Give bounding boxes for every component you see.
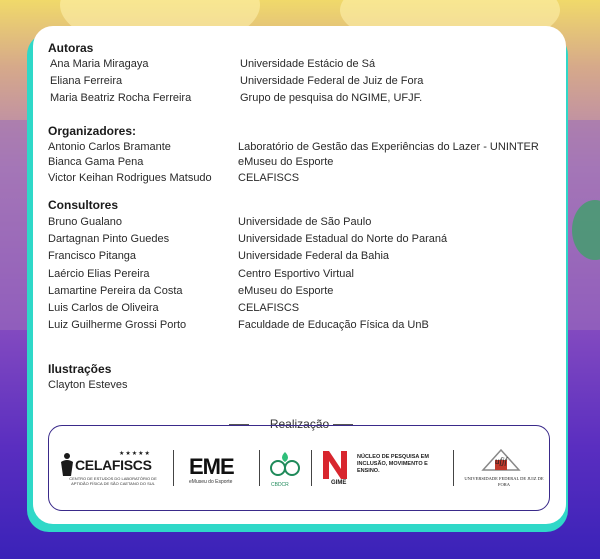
credit-affiliation: eMuseu do Esporte (238, 285, 334, 297)
credit-affiliation: Universidade Federal de Juiz de Fora (240, 75, 424, 87)
ngime-logo (321, 426, 441, 510)
section-title-consultores: Consultores (48, 198, 119, 212)
section-title-organizadores: Organizadores: (48, 124, 137, 138)
credit-name: Bruno Gualano (48, 216, 122, 228)
realizacao-label: Realização (269, 417, 330, 431)
section-title-autoras: Autoras (48, 41, 94, 55)
logo-separator (311, 450, 312, 486)
credit-affiliation: Centro Esportivo Virtual (238, 268, 354, 280)
credit-name: Antonio Carlos Bramante (48, 141, 171, 153)
eme-logo (187, 426, 247, 510)
credit-affiliation: Grupo de pesquisa do NGIME, UFJF. (240, 92, 423, 104)
celafiscs-subtitle: CENTRO DE ESTUDOS DO LABORATÓRIO DE APTIDÃO FÍSICA DE SÃO CAETANO DO SUL (69, 476, 157, 486)
credit-name: Lamartine Pereira da Costa (48, 285, 183, 297)
ngime-text: NÚCLEO DE PESQUISA EM INCLUSÃO, MOVIMENTO E ENSINO. (357, 454, 429, 474)
credit-affiliation: Universidade Federal da Bahia (238, 250, 390, 262)
ngime-name: GIME (331, 480, 347, 486)
ufjf-logo (461, 426, 547, 510)
credits-card (33, 26, 566, 524)
credit-name: Victor Keihan Rodrigues Matsudo (48, 172, 212, 184)
credit-name: Ana Maria Miragaya (50, 58, 149, 70)
eme-name: EME (189, 454, 234, 479)
section-title-ilustracoes: Ilustrações (48, 362, 112, 376)
credit-name: Dartagnan Pinto Guedes (48, 233, 170, 245)
credit-name: Luiz Guilherme Grossi Porto (48, 319, 187, 331)
credit-affiliation: CELAFISCS (238, 172, 300, 184)
cbdcr-name: CBDCR (271, 482, 289, 488)
credit-name: Clayton Esteves (48, 379, 128, 391)
credit-name: Francisco Pitanga (48, 250, 137, 262)
logo-separator (173, 450, 174, 486)
ngime-n-icon (321, 449, 351, 483)
credit-affiliation: Universidade Estadual do Norte do Paraná (238, 233, 448, 245)
ufjf-subtitle: UNIVERSIDADE FEDERAL DE JUIZ DE FORA (464, 476, 544, 487)
credit-name: Eliana Ferreira (50, 75, 123, 87)
celafiscs-name: CELAFISCS (75, 457, 152, 473)
credit-name: Bianca Gama Pena (48, 156, 144, 168)
celafiscs-logo (59, 426, 159, 510)
credit-affiliation: eMuseu do Esporte (238, 156, 334, 168)
ufjf-name: ufjf (495, 456, 508, 466)
celafiscs-stars: ★★★★★ (119, 451, 151, 457)
credit-name: Maria Beatriz Rocha Ferreira (50, 92, 192, 104)
credit-affiliation: Universidade de São Paulo (238, 216, 372, 228)
logo-separator (453, 450, 454, 486)
credit-affiliation: CELAFISCS (238, 302, 300, 314)
credit-name: Luis Carlos de Oliveira (48, 302, 159, 314)
credit-affiliation: Faculdade de Educação Física da UnB (238, 319, 429, 331)
credit-name: Laércio Elias Pereira (48, 268, 150, 280)
celafiscs-figure-icon (59, 452, 75, 478)
eme-subtitle: eMuseu do Esporte (189, 479, 233, 485)
sponsors-box (48, 425, 550, 511)
cbdcr-emblem-icon (269, 450, 301, 478)
logo-separator (259, 450, 260, 486)
cbdcr-logo (267, 426, 303, 510)
credit-affiliation: Laboratório de Gestão das Experiências do Lazer - UNINTER (238, 141, 539, 153)
credit-affiliation: Universidade Estácio de Sá (240, 58, 376, 70)
